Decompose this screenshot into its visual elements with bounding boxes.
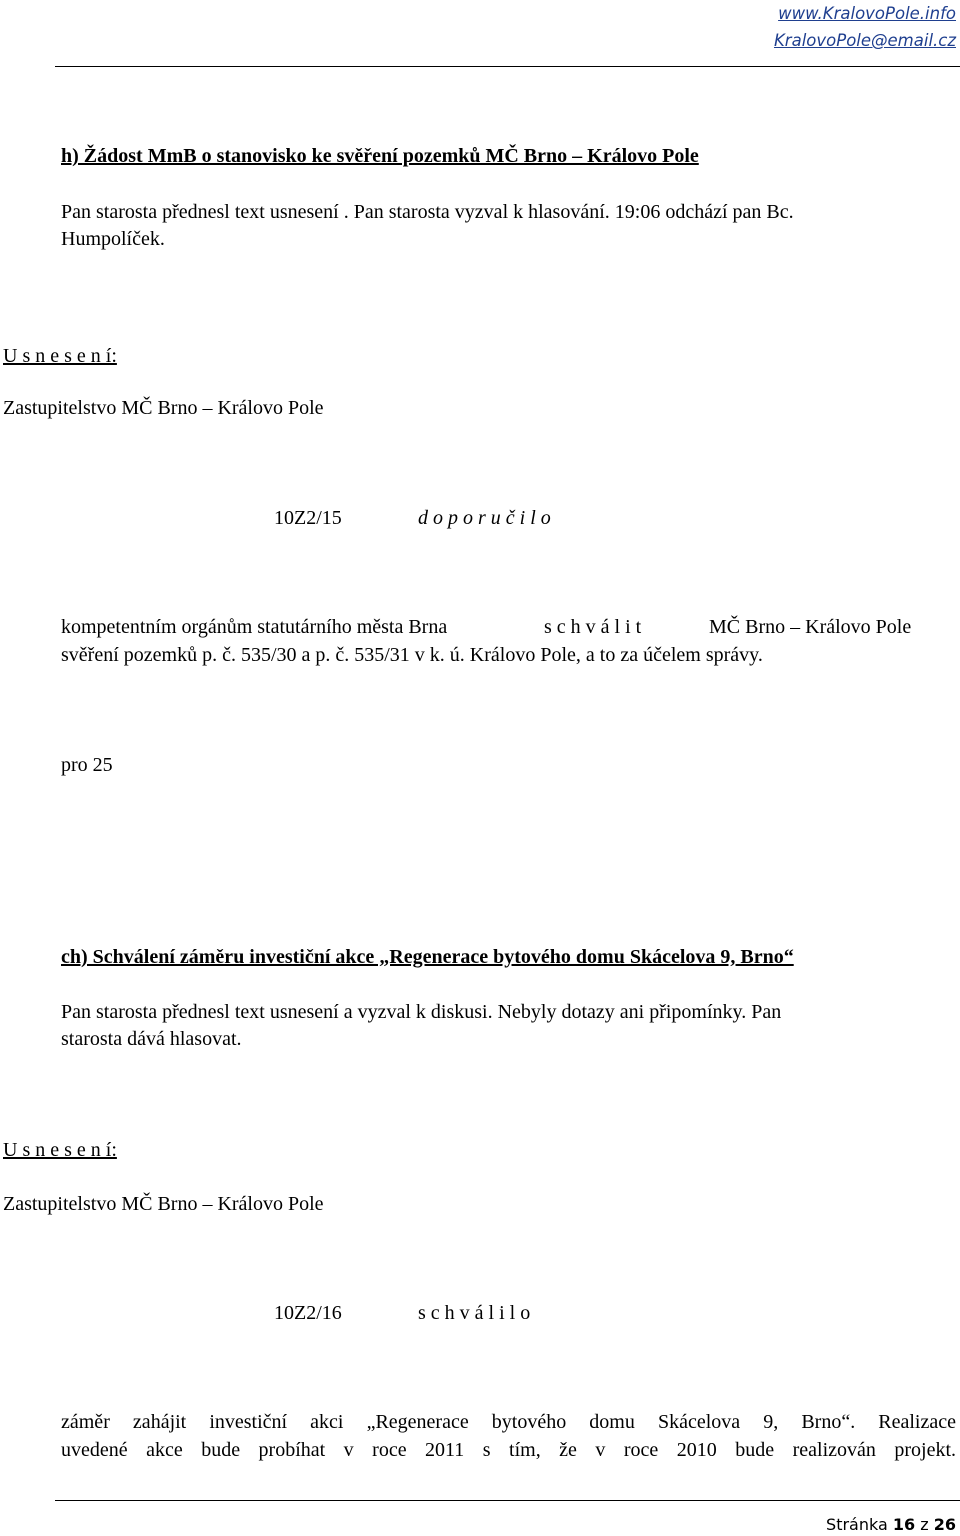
section-ch-text-line2: starosta dává hlasovat. [61,1028,242,1050]
section-h-text-line2: Humpolíček. [61,228,165,250]
section-ch-body: Zastupitelstvo MČ Brno – Královo Pole [3,1193,324,1215]
page-word: Stránka [826,1515,888,1534]
section-h-body: Zastupitelstvo MČ Brno – Královo Pole [3,397,324,419]
section-ch-resolution-number: 10Z2/16 [274,1302,342,1324]
of-word: z [920,1515,929,1534]
section-h-resolution-line1-a: kompetentním orgánům statutárního města Brna [61,616,448,638]
page-total: 26 [933,1515,956,1534]
page-current: 16 [892,1515,916,1534]
section-h-resolution-line1-c: MČ Brno – Královo Pole [709,616,912,638]
section-ch-usneseni-label: U s n e s e n í: [3,1139,117,1161]
section-h-heading: h) Žádost MmB o stanovisko ke svěření pozemků MČ Brno – Královo Pole [61,145,699,167]
section-ch-resolution-line1: záměr zahájit investiční akci „Regenerace bytového domu Skácelova 9, Brno“. Realizace [61,1411,956,1433]
section-ch-resolution-verb: s c h v á l i l o [418,1302,531,1324]
section-h-resolution-line1-b: s c h v á l i t [544,616,642,638]
section-h-vote: pro 25 [61,754,113,776]
header-divider [55,66,960,67]
section-h-resolution-verb: d o p o r u č i l o [418,507,551,529]
footer-divider [55,1500,960,1501]
section-ch-heading: ch) Schválení záměru investiční akce „Regenerace bytového domu Skácelova 9, Brno“ [61,946,794,968]
section-h-resolution-number: 10Z2/15 [274,507,342,529]
section-ch-text-line1: Pan starosta přednesl text usnesení a vyzval k diskusi. Nebyly dotazy ani připomínky. Pan [61,1001,782,1023]
section-h-usneseni-label: U s n e s e n í: [3,345,117,367]
section-ch-resolution-line2: uvedené akce bude probíhat v roce 2011 s tím, že v roce 2010 bude realizován projekt. [61,1439,956,1461]
section-h-text-line1-content: Pan starosta přednesl text usnesení . Pan starosta vyzval k hlasování. 19:06 odchází pan Bc. [61,201,794,223]
section-h-resolution-line2: svěření pozemků p. č. 535/30 a p. č. 535/31 v k. ú. Královo Pole, a to za účelem správy. [61,644,763,666]
page-counter [826,1517,956,1533]
section-h-text-line1 [61,202,956,222]
header-email-link[interactable]: KralovoPole@email.cz [773,31,956,50]
header-website-link[interactable]: www.KralovoPole.info [778,4,956,23]
